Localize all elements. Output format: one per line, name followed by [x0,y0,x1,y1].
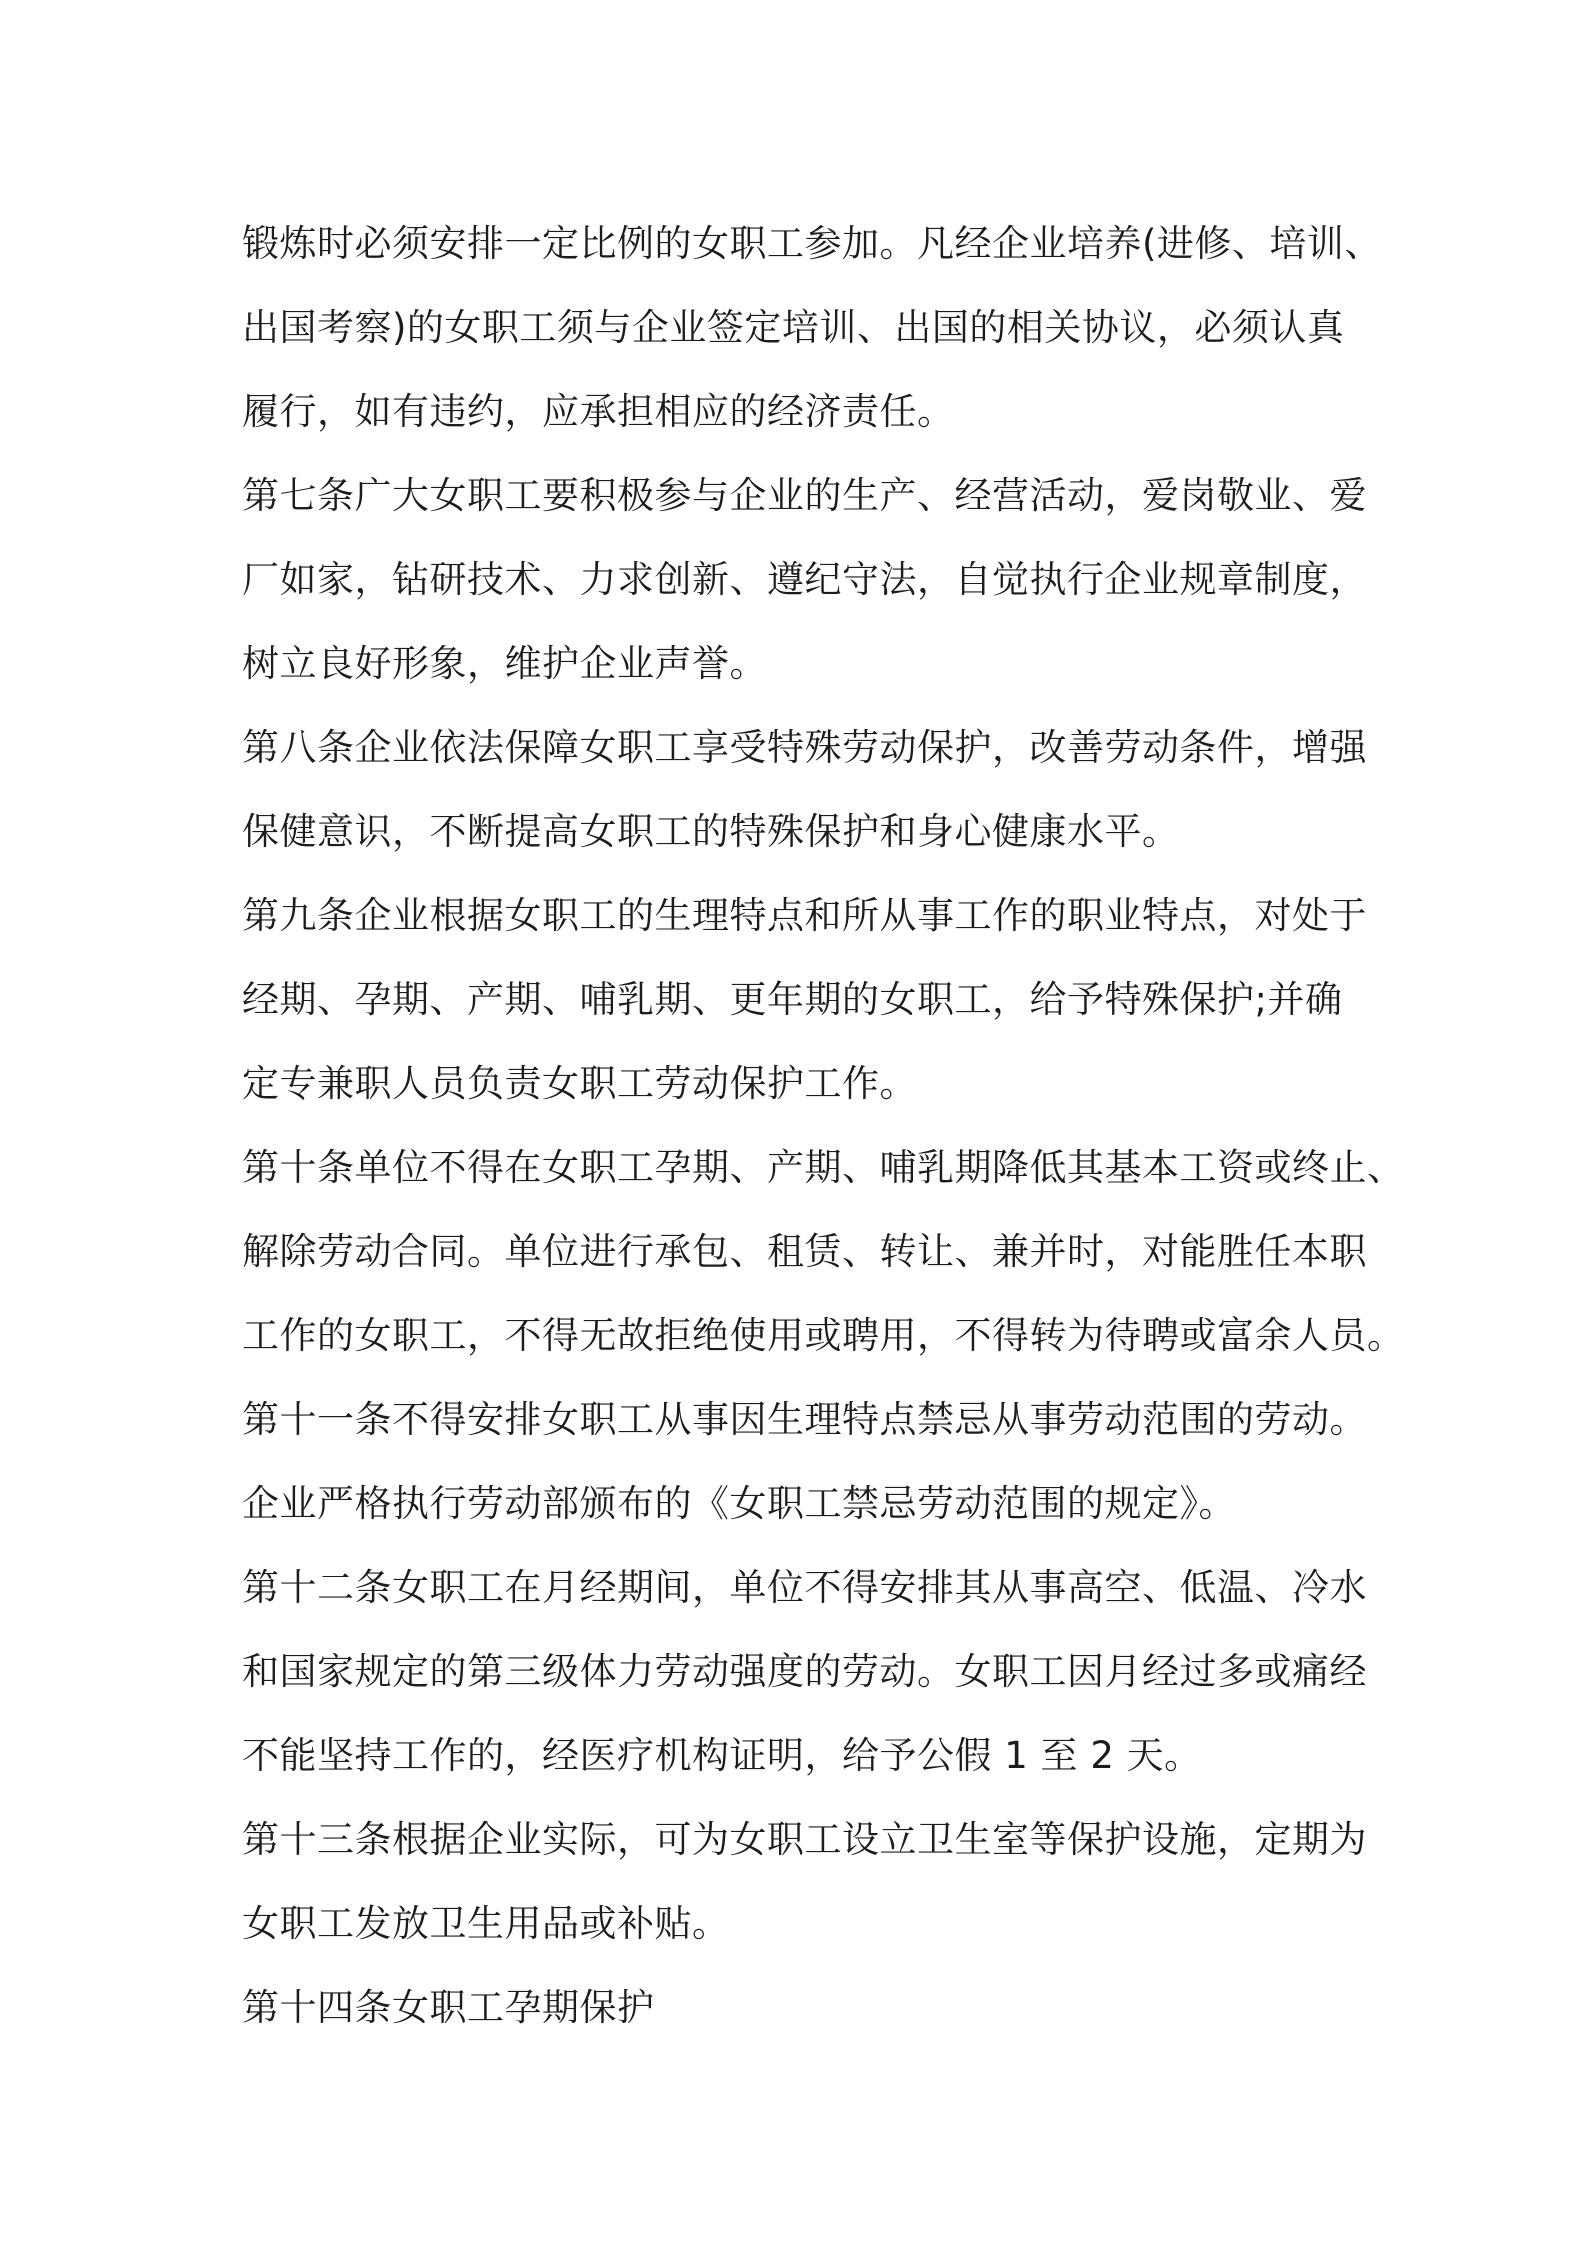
text-line: 企业严格执行劳动部颁布的《女职工禁忌劳动范围的规定》。 [242,1482,1236,1525]
text-line: 第十二条女职工在月经期间，单位不得安排其从事高空、低温、冷水 [242,1566,1367,1609]
text-line: 经期、孕期、产期、哺乳期、更年期的女职工，给予特殊保护;并确 [242,978,1343,1021]
document-body [242,202,1405,2050]
text-line: 履行，如有违约，应承担相应的经济责任。 [242,390,955,433]
text-line: 厂如家，钻研技术、力求创新、遵纪守法，自觉执行企业规章制度， [242,558,1367,601]
text-line: 第十四条女职工孕期保护 [242,1986,655,2029]
text-line: 第七条广大女职工要积极参与企业的生产、经营活动，爱岗敬业、爱 [242,474,1367,517]
text-line: 树立良好形象，维护企业声誉。 [242,642,767,685]
text-line: 第九条企业根据女职工的生理特点和所从事工作的职业特点，对处于 [242,894,1367,937]
text-line: 第十一条不得安排女职工从事因生理特点禁忌从事劳动范围的劳动。 [242,1398,1367,1441]
text-line: 女职工发放卫生用品或补贴。 [242,1902,730,1945]
text-line: 出国考察)的女职工须与企业签定培训、出国的相关协议，必须认真 [242,306,1345,349]
text-line: 第八条企业依法保障女职工享受特殊劳动保护，改善劳动条件，增强 [242,726,1367,769]
text-line: 定专兼职人员负责女职工劳动保护工作。 [242,1062,917,1105]
text-line: 第十条单位不得在女职工孕期、产期、哺乳期降低其基本工资或终止、 [242,1146,1405,1189]
text-line: 保健意识，不断提高女职工的特殊保护和身心健康水平。 [242,810,1180,853]
text-line: 工作的女职工，不得无故拒绝使用或聘用，不得转为待聘或富余人员。 [242,1314,1405,1357]
text-line: 不能坚持工作的，经医疗机构证明，给予公假 1 至 2 天。 [242,1734,1202,1777]
text-line: 第十三条根据企业实际，可为女职工设立卫生室等保护设施，定期为 [242,1818,1367,1861]
text-line: 和国家规定的第三级体力劳动强度的劳动。女职工因月经过多或痛经 [242,1650,1367,1693]
text-line: 锻炼时必须安排一定比例的女职工参加。凡经企业培养(进修、培训、 [242,222,1382,265]
text-line: 解除劳动合同。单位进行承包、租赁、转让、兼并时，对能胜任本职 [242,1230,1367,1273]
